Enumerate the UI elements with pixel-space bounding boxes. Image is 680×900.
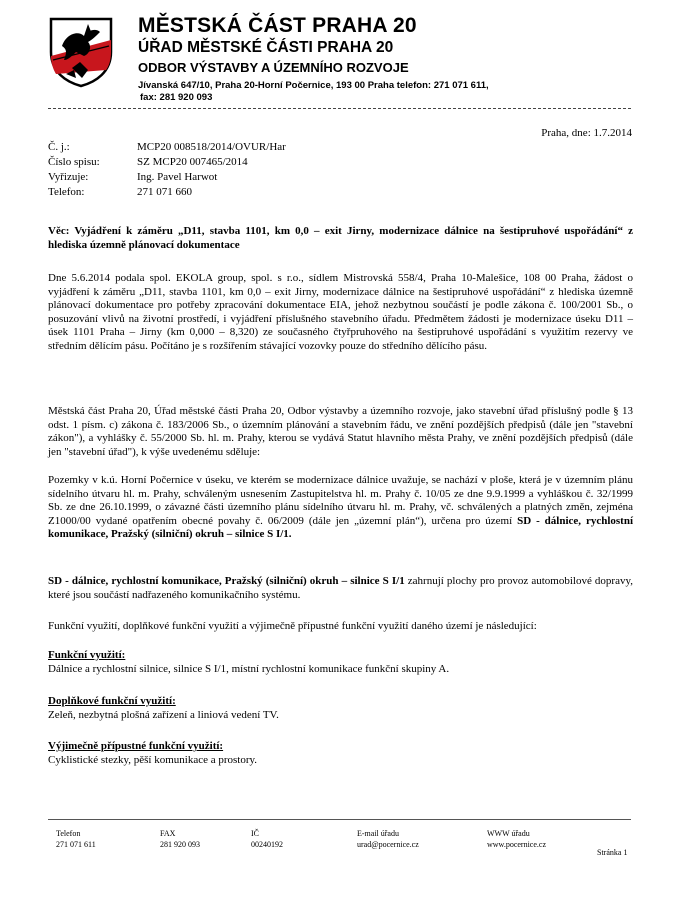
paragraph-authority: Městská část Praha 20, Úřad městské části Praha 20, Odbor výstavby a územního rozvoje, jako stavební úřad příslušný podle § 13 odst. 1 písm. c) zákona č. 183/2006 Sb., o územním plánování a stavebním řádu, ve znění pozdějších předpisů (dále jen "stavební zákon"), a vyhlášky č. 55/2000 Sb. hl. m. Prahy, kterou se vydává Statut hlavního města Prahy, ve znění pozdějších předpisů (dále jen "stavební úřad"), k výše uvedenému sděluje: [48,405,633,458]
office-address: Jívanská 647/10, Praha 20-Horní Počernice, 193 00 Praha telefon: 271 071 611, [138,80,489,91]
section-exceptional-use [48,740,257,767]
department-name: ODBOR VÝSTAVBY A ÚZEMNÍHO ROZVOJE [138,60,409,75]
footer-email: E-mail úřadu urad@pocernice.cz [357,829,419,849]
footer-ico: IČ 00240192 [251,829,283,849]
reference-block [48,140,286,200]
footer-divider [48,819,631,820]
section-text: Cyklistické stezky, pěší komunikace a prostory. [48,753,258,766]
paragraph-request: Dne 5.6.2014 podala spol. EKOLA group, spol. s r.o., sídlem Mistrovská 558/4, Praha 10-Malešice, 108 00 Praha, žádost o vyjádření k záměru „D11, stavba 1101, km 0,0 – exit Jirny, modernizace dálnice na šestipruhové uspořádání“ z hlediska územně plánovací dokumentace pro potřeby zpracování dokumentace EIA, jehož nezbytnou součástí je podle zákona č. 100/2001 Sb., o posuzování vlivů na životní prostředí, i vyjádření příslušného stavebního úřadu. Předmětem žádosti je modernizace úseku D11 – úsek 1101 Praha – Jirny (km 0,000 – 8,320) ze současného čtyřpruhového na šestipruhové uspořádání s využitím rezervy ve středním dělícím pásu. Počítáno je s rozšířením stávající vozovky pouze do středního dělícího pásu. [48,272,633,352]
reference-row: Číslo spisu: SZ MCP20 007465/2014 [48,156,248,168]
footer-fax: FAX 281 920 093 [160,829,200,849]
paragraph-sd-definition: SD - dálnice, rychlostní komunikace, Pražský (silniční) okruh – silnice S I/1 zahrnují plochy pro provoz automobilové dopravy, které jsou součástí nadřazeného komunikačního systému. [48,575,634,601]
page-number: Stránka 1 [597,848,628,857]
section-heading: Výjimečně přípustné funkční využití: [48,740,224,752]
footer-phone: Telefon 271 071 611 [56,829,96,849]
section-heading: Funkční využití: [48,649,126,661]
coat-of-arms-logo [48,16,114,88]
paragraph-zoning: Pozemky v k.ú. Horní Počernice v úseku, ve kterém se modernizace dálnice uvažuje, se nachází v ploše, která je v územním plánu sídelního útvaru hl. m. Prahy, schváleným usnesením Zastupitelstva hl. m. Prahy č. 10/05 ze dne 9.9.1999 a vyhláškou č. 32/1999 Sb. ze dne 26.10.1999, o závazné části územního plánu sídelního útvaru hl. m. Prahy, vč. schválených a platných změn, zejména Z1000/00 vydané opatřením obecné povahy č. 06/2009 (dále jen „územní plán“), určena pro území SD - dálnice, rychlostní komunikace, Pražský (silniční) okruh – silnice S I/1. [48,474,633,541]
section-text: Dálnice a rychlostní silnice, silnice S I/1, místní rychlostní komunikace funkční skupiny A. [48,662,450,675]
reference-row: Č. j.: MCP20 008518/2014/OVUR/Har [48,141,286,153]
footer-website: WWW úřadu www.pocernice.cz [487,829,547,849]
municipality-name: MĚSTSKÁ ČÁST PRAHA 20 [138,14,417,37]
reference-row: Vyřizuje: Ing. Pavel Harwot [48,171,218,183]
section-heading: Doplňkové funkční využití: [48,695,176,707]
paragraph-use-intro: Funkční využití, doplňkové funkční využití a výjimečně přípustné funkční využití daného území je následující: [48,620,537,632]
reference-row: Telefon: 271 071 660 [48,186,192,198]
office-name: ÚŘAD MĚSTSKÉ ČÁSTI PRAHA 20 [138,39,394,56]
letter-date: Praha, dne: 1.7.2014 [541,127,632,139]
subject-line: Věc: Vyjádření k záměru „D11, stavba 1101, km 0,0 – exit Jirny, modernizace dálnice na šestipruhové uspořádání“ z hlediska územně plánovací dokumentace [48,225,633,251]
office-fax: fax: 281 920 093 [140,92,213,103]
section-text: Zeleň, nezbytná plošná zařízení a liniová vedení TV. [48,708,279,721]
section-supplementary-use [48,695,279,722]
section-functional-use [48,649,449,676]
header-divider [48,108,631,109]
